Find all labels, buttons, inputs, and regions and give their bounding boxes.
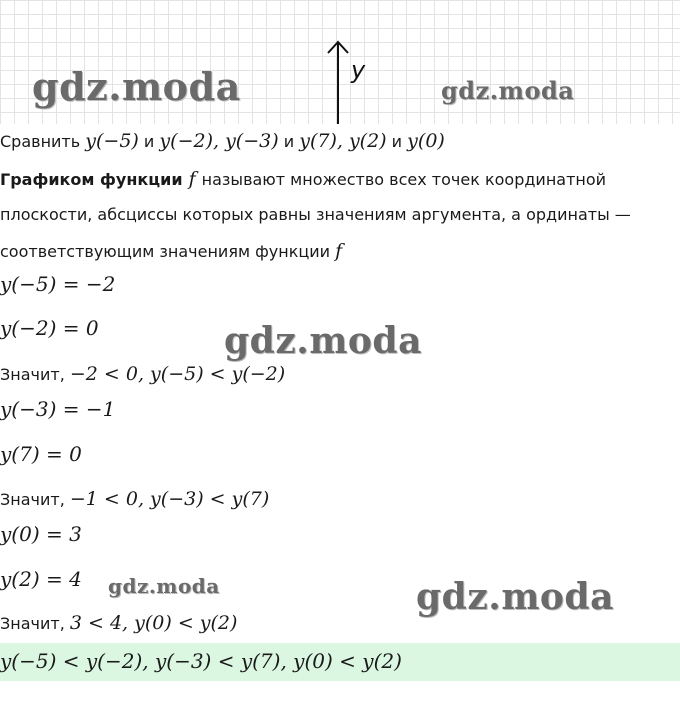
watermark: gdz.moda [441, 76, 575, 105]
y-axis-label: y [351, 56, 366, 84]
definition-line-3: соответствующим значениям функции f [0, 240, 343, 262]
equation-y-2: y(2) = 4 [0, 567, 82, 591]
y-axis-line [337, 42, 339, 124]
watermark: gdz.moda [416, 576, 614, 618]
equation-y-minus-3: y(−3) = −1 [0, 397, 116, 421]
equation-y-7: y(7) = 0 [0, 442, 82, 466]
watermark: gdz.moda [224, 320, 422, 362]
watermark: gdz.moda [32, 64, 241, 109]
conclusion-3: Значит, 3 < 4, y(0) < y(2) [0, 612, 238, 634]
watermark: gdz.moda [108, 574, 220, 598]
conclusion-2: Значит, −1 < 0, y(−3) < y(7) [0, 488, 270, 510]
equation-y-0: y(0) = 3 [0, 522, 82, 546]
definition-line-1: Графиком функции f называют множество всех точек координатной [0, 168, 607, 190]
final-answer: y(−5) < y(−2), y(−3) < y(7), y(0) < y(2) [0, 649, 402, 673]
conclusion-1: Значит, −2 < 0, y(−5) < y(−2) [0, 363, 286, 385]
equation-y-minus-2: y(−2) = 0 [0, 316, 99, 340]
definition-line-2: плоскости, абсциссы которых равны значениям аргумента, а ординаты — [0, 205, 631, 224]
task-line: Сравнить y(−5) и y(−2), y(−3) и y(7), y(2) и y(0) [0, 130, 445, 152]
equation-y-minus-5: y(−5) = −2 [0, 272, 116, 296]
answer-highlight [0, 643, 680, 681]
